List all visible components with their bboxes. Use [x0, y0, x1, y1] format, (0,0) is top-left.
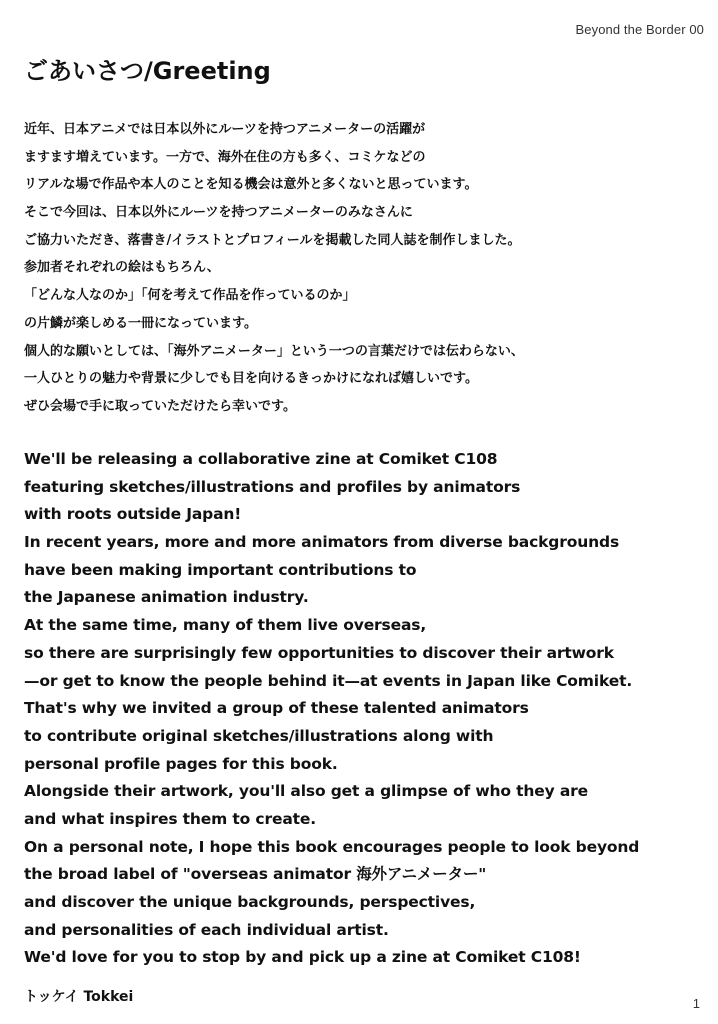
japanese-line: の片鱗が楽しめる一冊になっています。	[24, 315, 257, 331]
japanese-line: 一人ひとりの魅力や背景に少しでも目を向けるきっかけになれば嬉しいです。	[24, 371, 478, 387]
page-number: 1	[692, 996, 700, 1011]
author-signature: トッケイ Tokkei	[24, 989, 134, 1005]
english-line: At the same time, many of them live overseas,	[24, 616, 427, 635]
english-line: the Japanese animation industry.	[24, 588, 309, 607]
japanese-line: ぜひ会場で手に取っていただけたら幸いです。	[24, 398, 296, 414]
english-line: —or get to know the people behind it—at events in Japan like Comiket.	[24, 671, 633, 690]
english-line: and personalities of each individual artist.	[24, 920, 389, 939]
english-line: so there are surprisingly few opportunities to discover their artwork	[24, 643, 614, 662]
japanese-line: そこで今回は、日本以外にルーツを持つアニメーターのみなさんに	[24, 205, 413, 221]
english-line: We'd love for you to stop by and pick up a zine at Comiket C108!	[24, 948, 581, 967]
english-line: to contribute original sketches/illustrations along with	[24, 726, 494, 745]
english-line: and what inspires them to create.	[24, 809, 316, 828]
english-line: featuring sketches/illustrations and profiles by animators	[24, 477, 521, 496]
english-line: personal profile pages for this book.	[24, 754, 338, 773]
japanese-line: 個人的な願いとしては、「海外アニメーター」という一つの言葉だけでは伝わらない、	[24, 343, 524, 359]
japanese-line: リアルな場で作品や本人のことを知る機会は意外と多くないと思っています。	[24, 177, 478, 193]
english-line: We'll be releasing a collaborative zine at Comiket C108	[24, 450, 498, 468]
japanese-line: ますます増えています。一方で、海外在住の方も多く、コミケなどの	[24, 149, 426, 165]
english-line: That's why we invited a group of these talented animators	[24, 699, 529, 718]
japanese-greeting	[24, 116, 524, 421]
english-line: and discover the unique backgrounds, perspectives,	[24, 893, 476, 911]
english-line: with roots outside Japan!	[24, 505, 242, 524]
japanese-line: 「どんな人なのか」「何を考えて作品を作っているのか」	[24, 288, 356, 304]
english-line: In recent years, more and more animators from diverse backgrounds	[24, 533, 620, 552]
english-line: the broad label of "overseas animator 海外アニメーター"	[24, 865, 487, 884]
running-header: Beyond the Border 00	[575, 22, 704, 37]
japanese-line: 近年、日本アニメでは日本以外にルーツを持つアニメーターの活躍が	[24, 122, 426, 137]
japanese-line: 参加者それぞれの絵はもちろん、	[24, 260, 220, 276]
japanese-line: ご協力いただき、落書き/イラストとプロフィールを掲載した同人誌を制作しました。	[24, 232, 521, 248]
english-greeting	[24, 446, 639, 972]
english-line: have been making important contributions to	[24, 560, 417, 579]
page-title: ごあいさつ/Greeting	[24, 57, 271, 85]
english-line: Alongside their artwork, you'll also get a glimpse of who they are	[24, 782, 588, 801]
english-line: On a personal note, I hope this book encourages people to look beyond	[24, 837, 640, 856]
